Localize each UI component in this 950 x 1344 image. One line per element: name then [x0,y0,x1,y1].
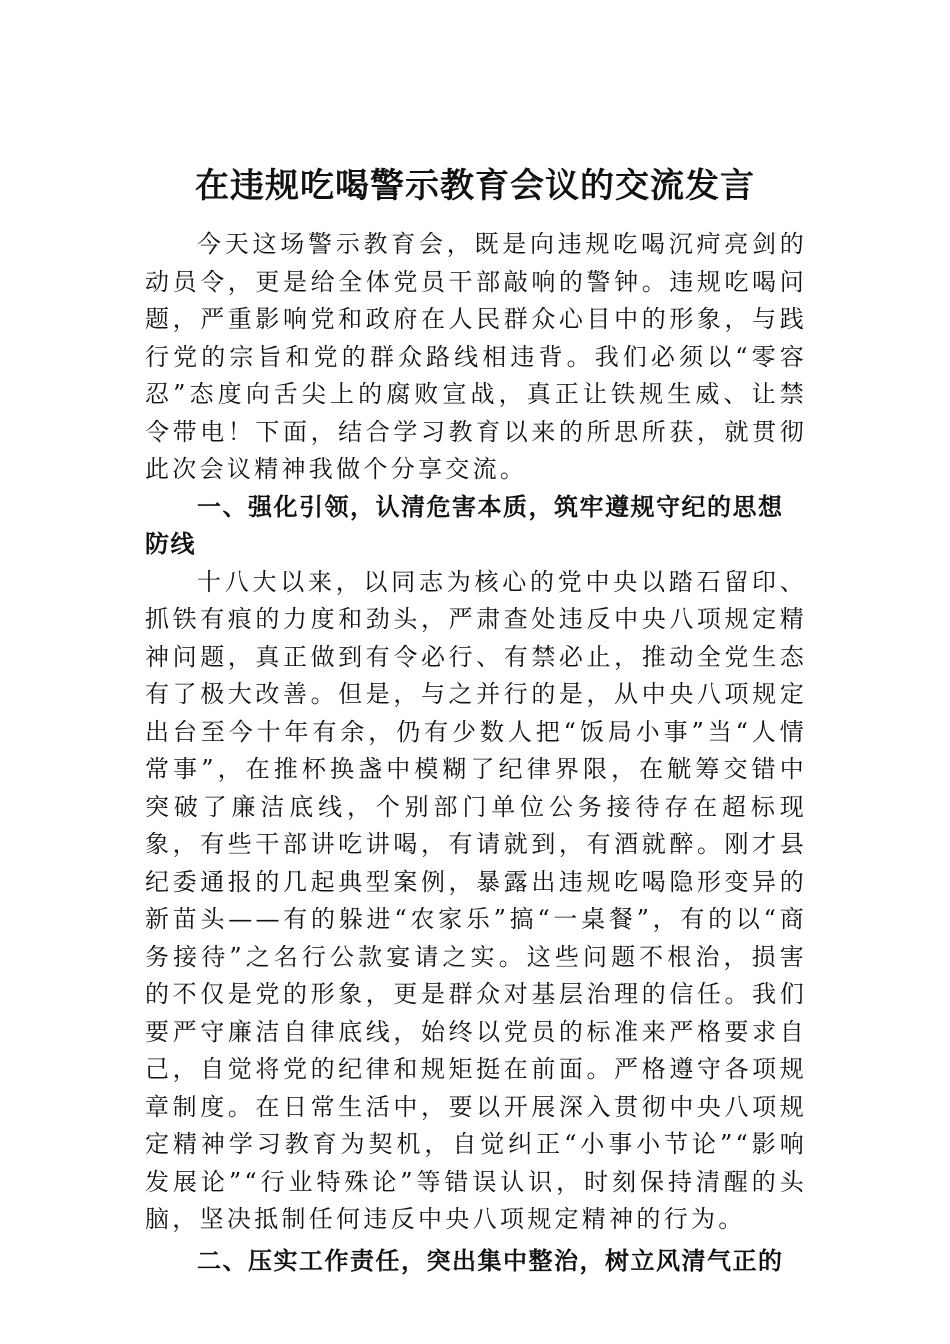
section-1-paragraph: 十八大以来，以同志为核心的党中央以踏石留印、抓铁有痕的力度和劲头，严肃查处违反中央八项规定精神问题，真正做到有令必行、有禁必止，推动全党生态有了极大改善。但是，与之并行的是，从中央八项规定出台至今十年有余，仍有少数人把“饭局小事”当“人情常事”，在推杯换盏中模糊了纪律界限，在觥筹交错中突破了廉洁底线，个别部门单位公务接待存在超标现象，有些干部讲吃讲喝，有请就到，有酒就醉。刚才县纪委通报的几起典型案例，暴露出违规吃喝隐形变异的新苗头——有的躲进“农家乐”搞“一桌餐”，有的以“商务接待”之名行公款宴请之实。这些问题不根治，损害的不仅是党的形象，更是群众对基层治理的信任。我们要严守廉洁自律底线，始终以党员的标准来严格要求自己，自觉将党的纪律和规矩挺在前面。严格遵守各项规章制度。在日常生活中，要以开展深入贯彻中央八项规定精神学习教育为契机，自觉纠正“小事小节论”“影响发展论”“行业特殊论”等错误认识，时刻保持清醒的头脑，坚决抵制任何违反中央八项规定精神的行为。 [145,567,807,1233]
document-title: 在违规吃喝警示教育会议的交流发言 [195,166,755,206]
section-heading-2: 二、压实工作责任，突出集中整治，树立风清气正的 [197,1246,784,1275]
document-body [145,226,807,1280]
intro-paragraph: 今天这场警示教育会，既是向违规吃喝沉疴亮剑的动员令，更是给全体党员干部敲响的警钟。违规吃喝问题，严重影响党和政府在人民群众心目中的形象，与践行党的宗旨和党的群众路线相违背。我们必须以“零容忍”态度向舌尖上的腐败宣战，真正让铁规生威、让禁令带电！下面，结合学习教育以来的所思所获，就贯彻此次会议精神我做个分享交流。 [145,230,807,483]
section-heading-1: 一、强化引领，认清危害本质，筑牢遵规守纪的思想防线 [145,492,784,558]
